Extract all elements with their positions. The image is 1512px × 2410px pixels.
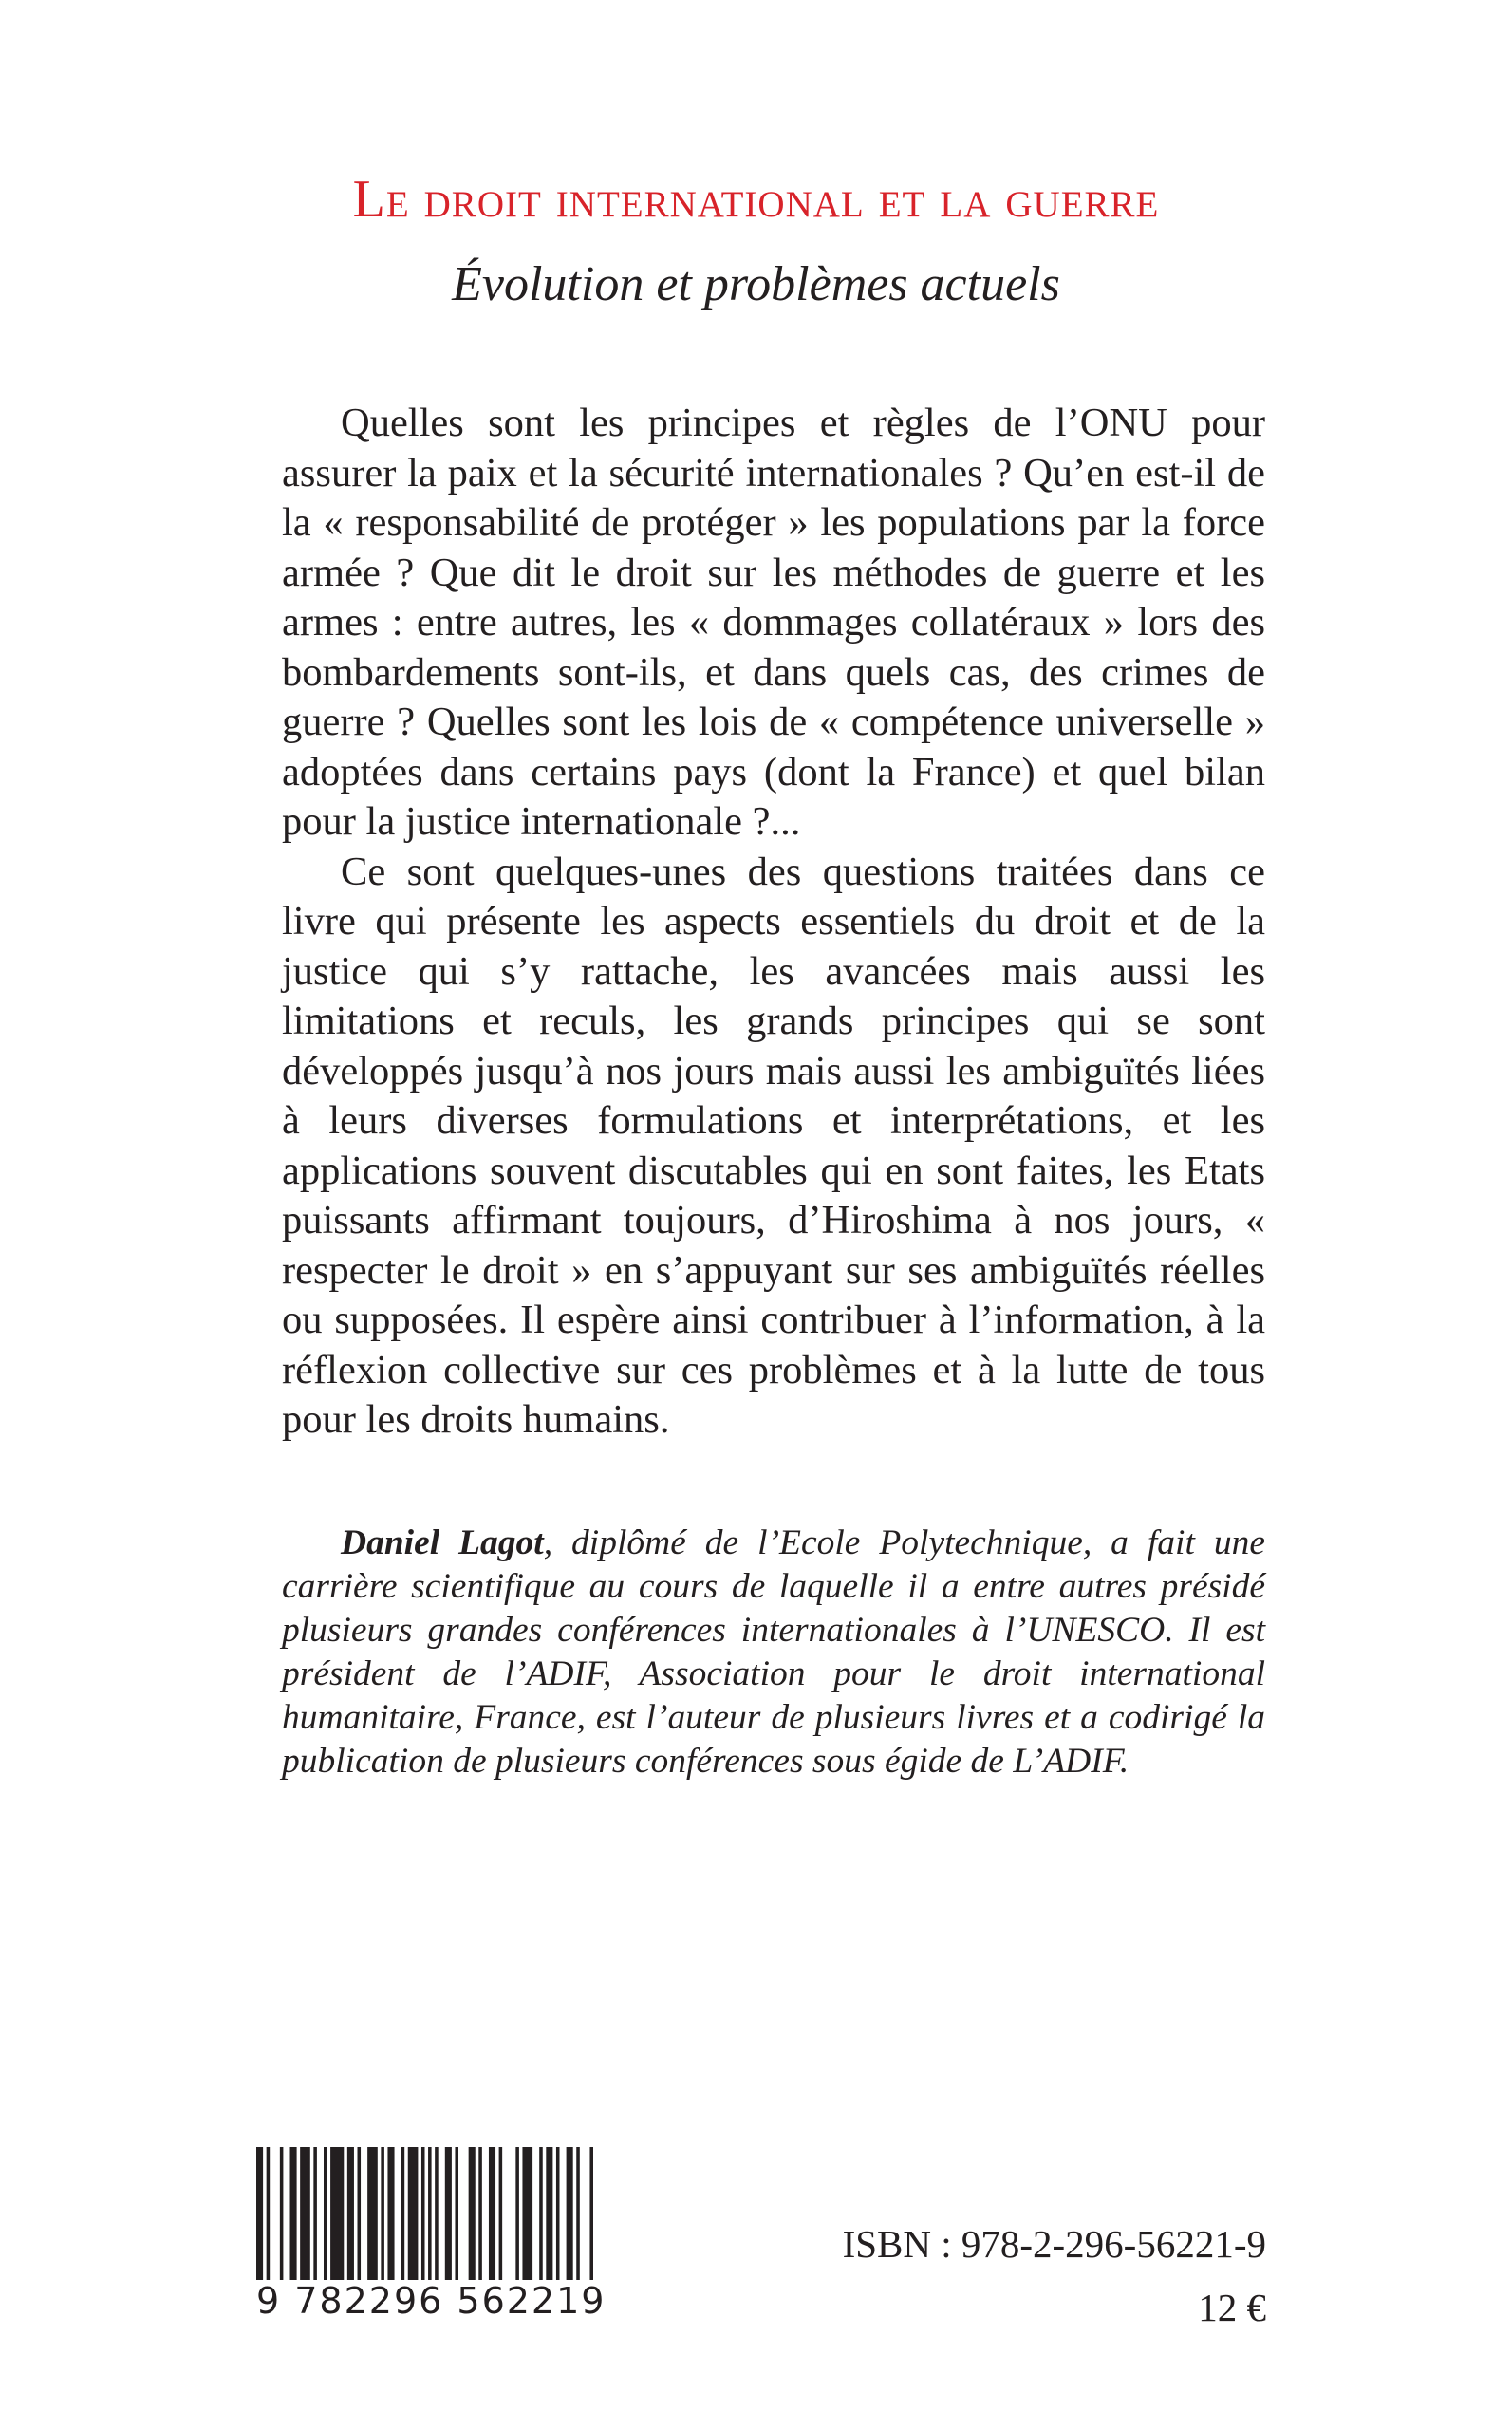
blurb: [282, 399, 1265, 1446]
blurb-paragraph-2: Ce sont quelques-unes des questions traitées dans ce livre qui présente les aspects essentiels du droit et de la justice qui s’y rattache, les avancées mais aussi les limitations et reculs, les grands principes qui se sont développés jusqu’à nos jours mais aussi les ambiguïtés liées à leurs diverses formulations et interprétations, et les applications souvent discutables qui en sont faites, les Etats puissants affirmant toujours, d’Hiroshima à nos jours, « respecter le droit » en s’appuyant sur ses ambiguïtés réelles ou supposées. Il espère ainsi contribuer à l’information, à la réflexion collective sur ces problèmes et à la lutte de tous pour les droits humains.: [282, 849, 1265, 1442]
author-name: Daniel Lagot: [341, 1523, 544, 1562]
barcode: [256, 2147, 607, 2323]
blurb-paragraph-1: Quelles sont les principes et règles de l’ONU pour assurer la paix et la sécurité internationales ? Qu’en est-il de la « responsabilité de protéger » les populations par la force armée ? Que dit le droit sur les méthodes de guerre et les armes : entre autres, les « dommages collatéraux » lors des bombardements sont-ils, et dans quels cas, des crimes de guerre ? Quelles sont les lois de « compétence universelle » adoptées dans certains pays (dont la France) et quel bilan pour la justice internationale ?...: [282, 401, 1265, 844]
isbn: ISBN : 978-2-296-56221-9: [842, 2222, 1266, 2266]
price: 12 €: [1198, 2286, 1266, 2329]
author-bio-text: , diplômé de l’Ecole Polytechnique, a fait une carrière scientifique au cours de laquelle il a entre autres présidé plusieurs grandes conférences internationales à l’UNESCO. Il est président de l’ADIF, Association pour le droit international humanitaire, France, est l’auteur de plusieurs livres et a codirigé la publication de plusieurs conférences sous égide de L’ADIF.: [282, 1523, 1265, 1781]
book-title: Le droit international et la guerre: [352, 170, 1160, 229]
author-bio: [282, 1522, 1265, 1784]
barcode-digits: 9 782296 562219: [256, 2280, 607, 2322]
book-subtitle: Évolution et problèmes actuels: [452, 257, 1060, 311]
